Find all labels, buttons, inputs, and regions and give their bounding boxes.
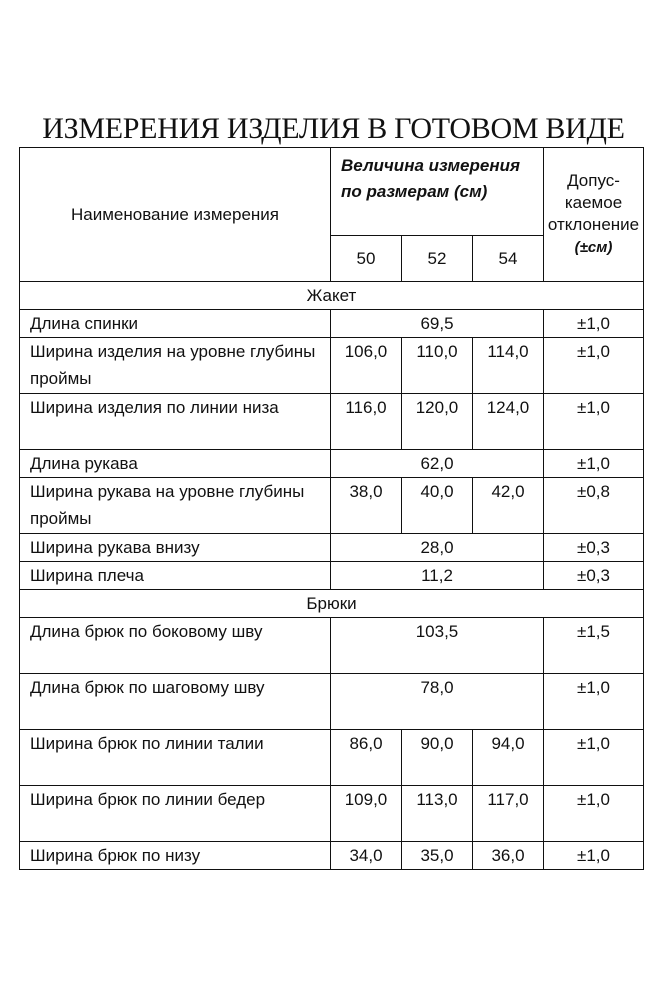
table-row	[20, 562, 644, 590]
size-50-header: 50	[331, 236, 402, 282]
page-title: ИЗМЕРЕНИЯ ИЗДЕЛИЯ В ГОТОВОМ ВИДЕ	[42, 112, 625, 145]
measurement-name: Ширина плеча	[20, 562, 331, 590]
measurements-table	[19, 147, 644, 870]
tolerance-value: ±1,0	[544, 338, 644, 394]
measurement-name: Длина рукава	[20, 450, 331, 478]
tolerance-value: ±1,5	[544, 618, 644, 674]
section-header-row	[20, 590, 644, 618]
size-value-50: 116,0	[331, 394, 402, 450]
size-value-50: 86,0	[331, 730, 402, 786]
header-name-column: Наименование измерения	[20, 148, 331, 282]
size-value-52: 40,0	[402, 478, 473, 534]
table-row	[20, 534, 644, 562]
size-value-50: 109,0	[331, 786, 402, 842]
measurement-name: Ширина рукава внизу	[20, 534, 331, 562]
table-row	[20, 618, 644, 674]
measurement-name: Длина брюк по боковому шву	[20, 618, 331, 674]
header-tolerance-unit: (±см)	[574, 239, 613, 256]
table-row	[20, 394, 644, 450]
all-sizes-value: 103,5	[331, 618, 544, 674]
size-value-54: 117,0	[473, 786, 544, 842]
size-value-52: 90,0	[402, 730, 473, 786]
all-sizes-value: 78,0	[331, 674, 544, 730]
size-54-header: 54	[473, 236, 544, 282]
size-value-52: 110,0	[402, 338, 473, 394]
size-value-50: 34,0	[331, 842, 402, 870]
tolerance-value: ±1,0	[544, 786, 644, 842]
tolerance-value: ±1,0	[544, 842, 644, 870]
table-row	[20, 674, 644, 730]
size-value-52: 120,0	[402, 394, 473, 450]
tolerance-value: ±0,8	[544, 478, 644, 534]
size-value-52: 113,0	[402, 786, 473, 842]
measurement-name: Ширина брюк по линии бедер	[20, 786, 331, 842]
all-sizes-value: 62,0	[331, 450, 544, 478]
size-value-54: 42,0	[473, 478, 544, 534]
tolerance-value: ±1,0	[544, 674, 644, 730]
size-52-header: 52	[402, 236, 473, 282]
measurement-name: Ширина изделия на уровне глубины проймы	[20, 338, 331, 394]
section-title: Брюки	[20, 590, 644, 618]
size-value-54: 124,0	[473, 394, 544, 450]
header-size-column: Величина измерения по размерам (см)	[331, 148, 544, 236]
size-value-54: 36,0	[473, 842, 544, 870]
measurement-name: Ширина изделия по линии низа	[20, 394, 331, 450]
table-row	[20, 310, 644, 338]
table-row	[20, 842, 644, 870]
size-value-50: 38,0	[331, 478, 402, 534]
size-value-50: 106,0	[331, 338, 402, 394]
table-row	[20, 338, 644, 394]
tolerance-value: ±1,0	[544, 730, 644, 786]
measurement-name: Длина брюк по шаговому шву	[20, 674, 331, 730]
measurement-name: Ширина брюк по низу	[20, 842, 331, 870]
table-row	[20, 786, 644, 842]
header-tolerance-column	[544, 148, 644, 282]
all-sizes-value: 69,5	[331, 310, 544, 338]
size-value-52: 35,0	[402, 842, 473, 870]
size-value-54: 94,0	[473, 730, 544, 786]
measurement-name: Ширина рукава на уровне глубины проймы	[20, 478, 331, 534]
section-title: Жакет	[20, 282, 644, 310]
table-row	[20, 450, 644, 478]
tolerance-value: ±1,0	[544, 450, 644, 478]
header-tolerance-text: Допус-каемое отклонение	[547, 171, 640, 234]
size-value-54: 114,0	[473, 338, 544, 394]
tolerance-value: ±0,3	[544, 562, 644, 590]
all-sizes-value: 28,0	[331, 534, 544, 562]
tolerance-value: ±1,0	[544, 394, 644, 450]
table-row	[20, 730, 644, 786]
section-header-row	[20, 282, 644, 310]
tolerance-value: ±1,0	[544, 310, 644, 338]
all-sizes-value: 11,2	[331, 562, 544, 590]
tolerance-value: ±0,3	[544, 534, 644, 562]
table-row	[20, 478, 644, 534]
measurement-name: Ширина брюк по линии талии	[20, 730, 331, 786]
measurement-name: Длина спинки	[20, 310, 331, 338]
